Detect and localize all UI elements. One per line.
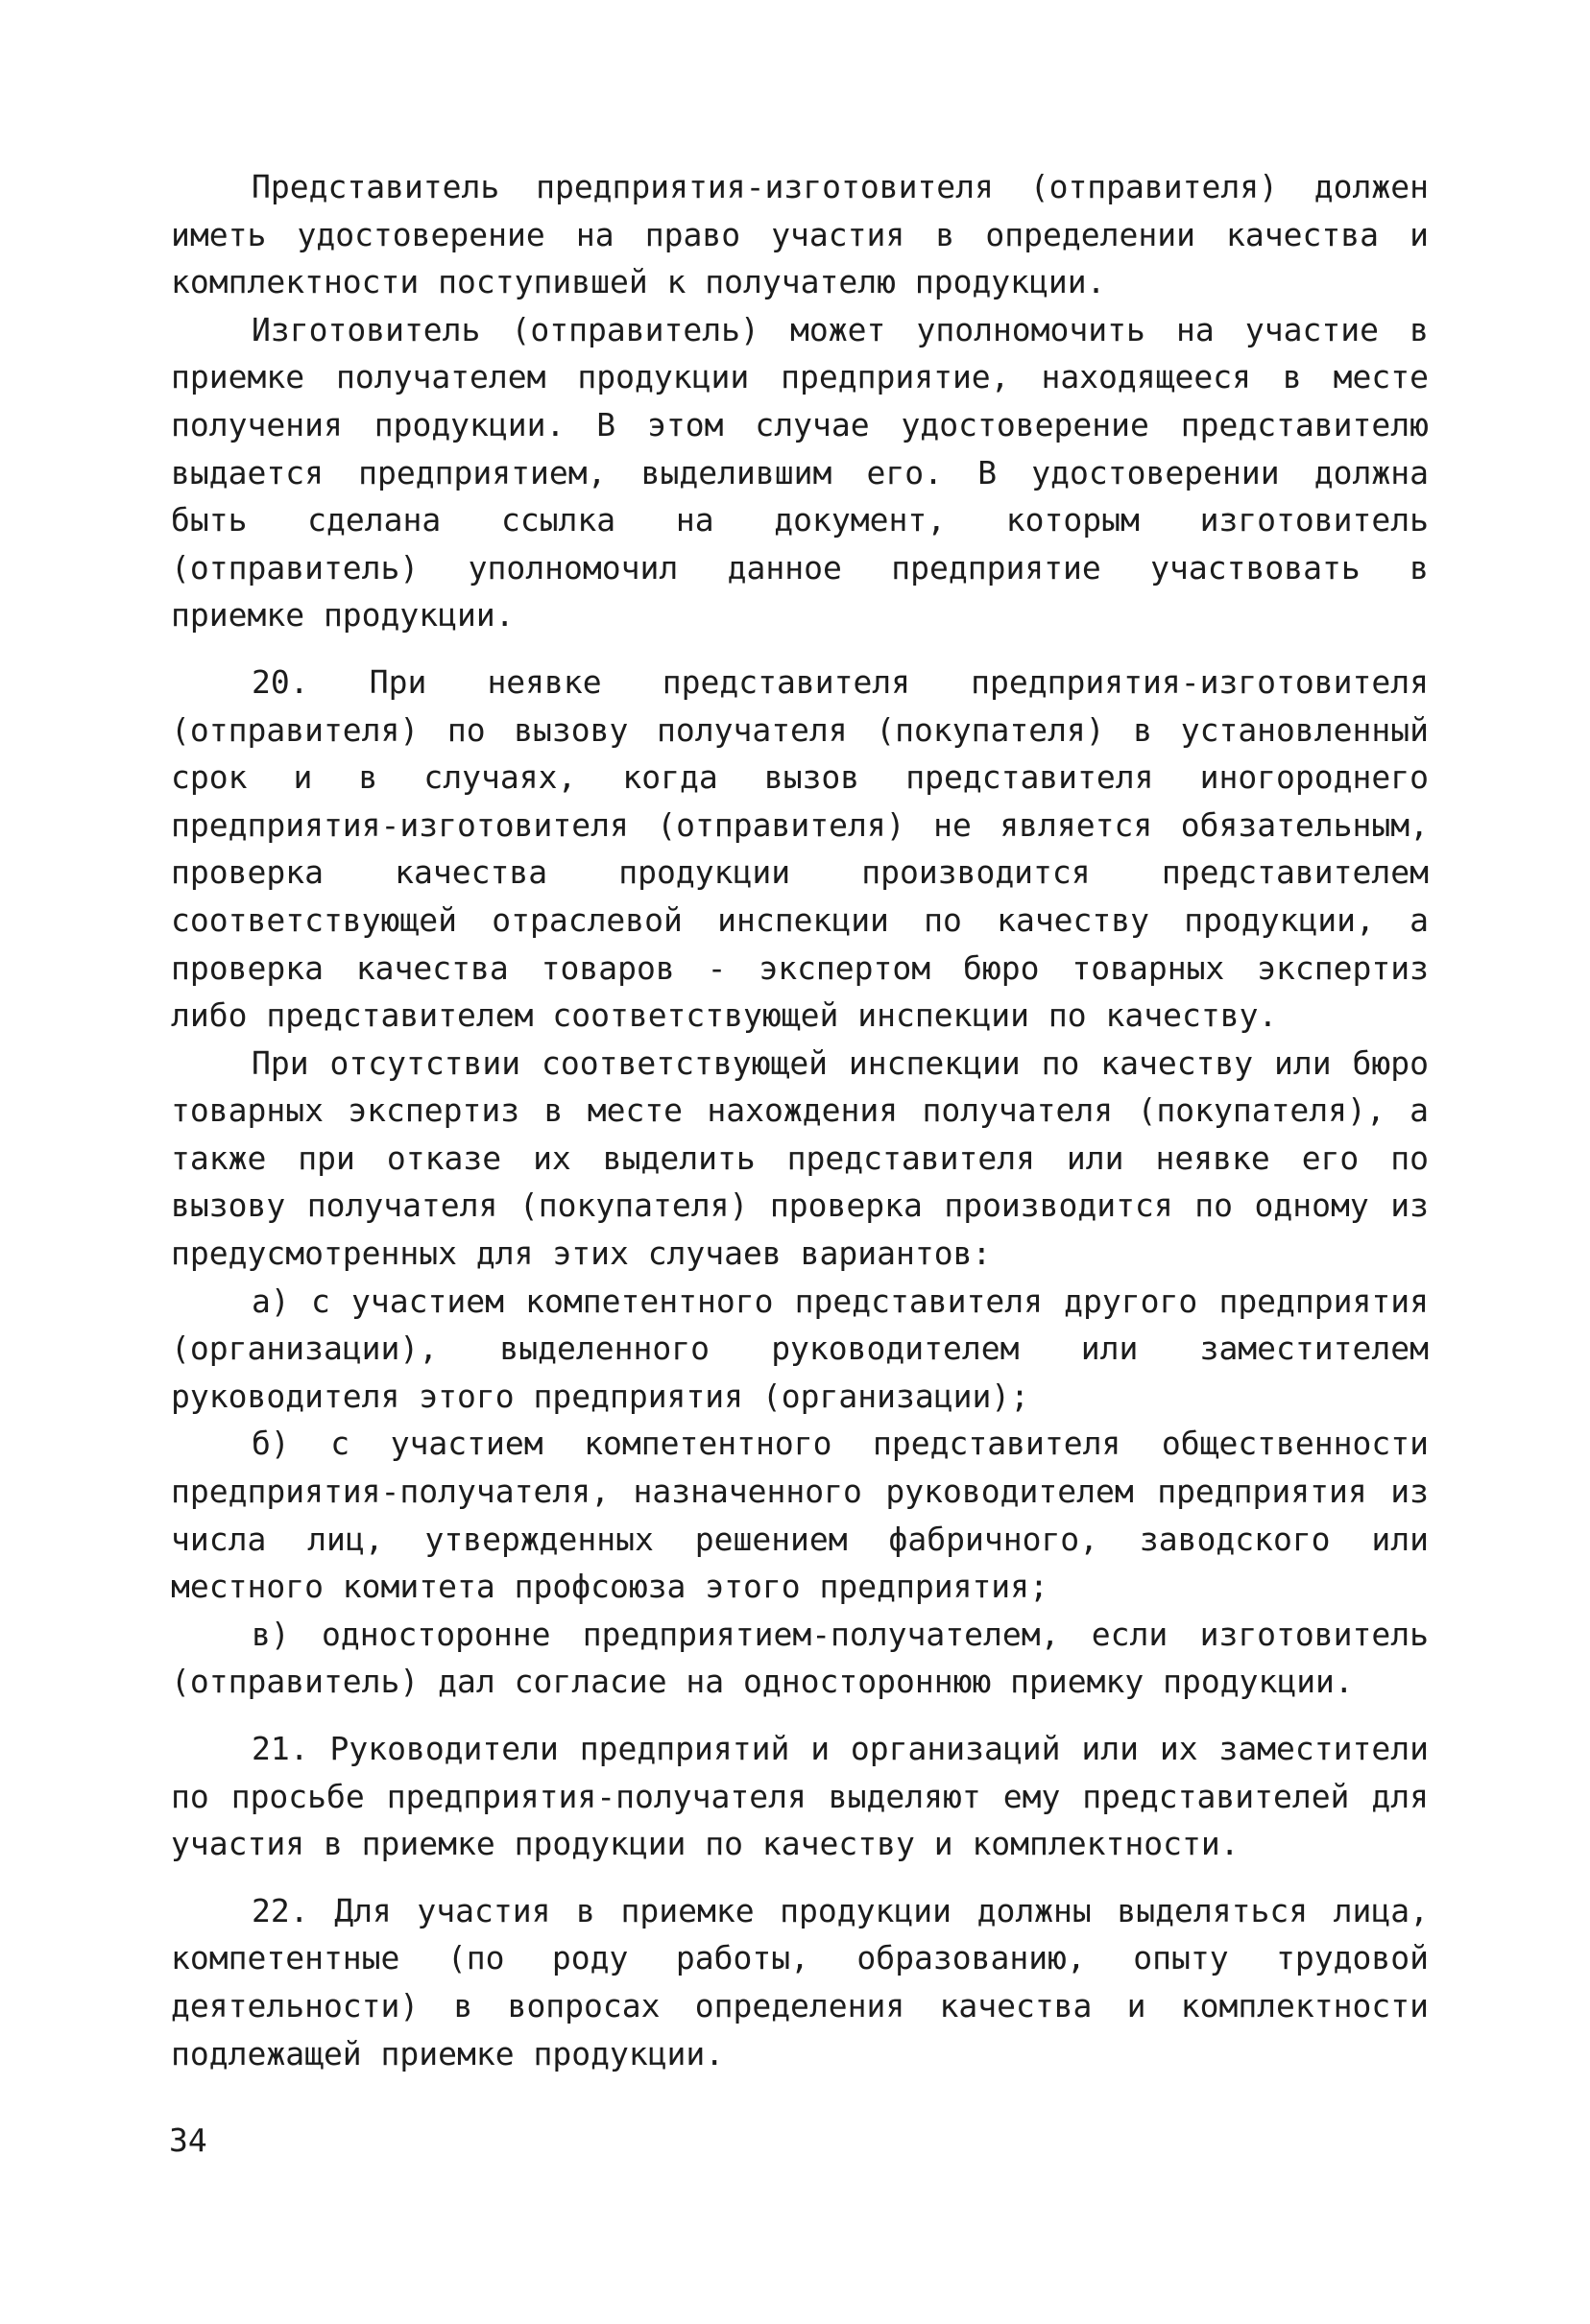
paragraph-manufacturer-authorization: Изготовитель (отправитель) может уполномочить на участие в приемке получателем продукции предприятие, находящееся в месте получения продукции. В этом случае удостоверение представителю выдается предприятием, выделившим его. В удостоверении должна быть сделана ссылка на документ, которым изготовитель (отправитель) уполномочил данное предприятие участвовать в приемке продукции. — [171, 310, 1429, 635]
paragraph-clause-22: 22. Для участия в приемке продукции должны выделяться лица, компетентные (по роду работы, образованию, опыту трудовой деятельности) в вопросах определения качества и комплектности подлежащей приемке продукции. — [171, 1891, 1429, 2072]
paragraph-clause-21: 21. Руководители предприятий и организаций или их заместители по просьбе предприятия-получателя выделяют ему представителей для участия в приемке продукции по качеству и комплектности. — [171, 1730, 1429, 1863]
list-item-c: в) односторонне предприятием-получателем, если изготовитель (отправитель) дал согласие на одностороннюю приемку продукции. — [171, 1615, 1429, 1701]
list-item-a: а) с участием компетентного представителя другого предприятия (организации), выделенного руководителем или заместителем руководителя этого предприятия (организации); — [171, 1282, 1429, 1415]
page-number: 34 — [169, 2121, 207, 2159]
body-text — [171, 163, 1429, 2077]
list-item-b: б) с участием компетентного представителя общественности предприятия-получателя, назначенного руководителем предприятия из числа лиц, утвержденных решением фабричного, заводского или местного комитета профсоюза этого предприятия; — [171, 1425, 1429, 1606]
paragraph-clause-20: 20. При неявке представителя предприятия-изготовителя (отправителя) по вызову получателя (покупателя) в установленный срок и в случаях, когда вызов представителя иногороднего предприятия-изготовителя (отправителя) не является обязательным, проверка качества продукции производится представителем соответствующей отраслевой инспекции по качеству продукции, а проверка качества товаров - экспертом бюро товарных экспертиз либо представителем соответствующей инспекции по качеству. — [171, 662, 1429, 1035]
paragraph-representative-certificate: Представитель предприятия-изготовителя (отправителя) должен иметь удостоверение на право участия в определении качества и комплектности поступившей к получателю продукции. — [171, 168, 1429, 301]
paragraph-absence-of-inspection: При отсутствии соответствующей инспекции по качеству или бюро товарных экспертиз в месте нахождения получателя (покупателя), а также при отказе их выделить представителя или неявке его по вызову получателя (покупателя) проверка производится по одному из предусмотренных для этих случаев вариантов: — [171, 1043, 1429, 1273]
